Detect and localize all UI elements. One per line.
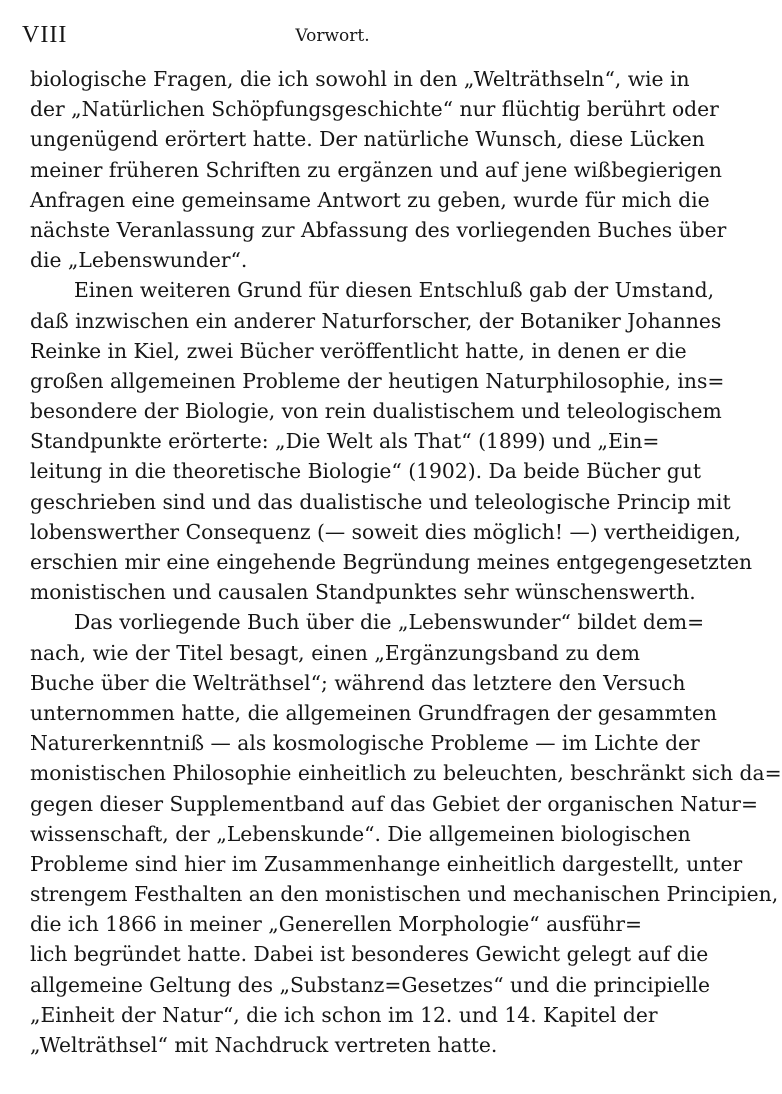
text-line: lich begründet hatte. Dabei ist besonderes Gewicht gelegt auf die	[30, 942, 709, 967]
text-line: wissenschaft, der „Lebenskunde“. Die allgemeinen biologischen	[30, 821, 691, 846]
text-line: daß inzwischen ein anderer Naturforscher, der Botaniker Johannes	[30, 308, 722, 333]
paragraph-1	[30, 64, 727, 275]
text-line: monistischen und causalen Standpunktes sehr wünschenswerth.	[30, 580, 696, 605]
text-line: Anfragen eine gemeinsame Antwort zu geben, wurde für mich die	[30, 187, 710, 212]
text-line: „Einheit der Natur“, die ich schon im 12. und 14. Kapitel der	[30, 1002, 658, 1027]
text-line: besondere der Biologie, von rein dualistischem und teleologischem	[30, 399, 722, 424]
text-line: Reinke in Kiel, zwei Bücher veröffentlicht hatte, in denen er die	[30, 338, 687, 363]
paragraph-2	[30, 275, 753, 607]
text-line: die „Lebenswunder“.	[30, 248, 248, 273]
text-line: Einen weiteren Grund für diesen Entschluß gab der Umstand,	[74, 278, 715, 303]
text-line: gegen dieser Supplementband auf das Gebiet der organischen Natur=	[30, 791, 758, 816]
text-line: strengem Festhalten an den monistischen und mechanischen Principien,	[30, 882, 779, 907]
text-line: Das vorliegende Buch über die „Lebenswunder“ bildet dem=	[74, 610, 705, 635]
text-line: geschrieben sind und das dualistische und teleologische Princip mit	[30, 489, 731, 514]
text-line: nach, wie der Titel besagt, einen „Ergänzungsband zu dem	[30, 640, 640, 665]
text-line: ungenügend erörtert hatte. Der natürliche Wunsch, diese Lücken	[30, 127, 705, 152]
text-line: lobenswerther Consequenz (— soweit dies möglich! —) vertheidigen,	[30, 519, 741, 544]
text-line: erschien mir eine eingehende Begründung meines entgegengesetzten	[30, 550, 753, 574]
text-line: leitung in die theoretische Biologie“ (1902). Da beide Bücher gut	[30, 459, 701, 484]
text-line: „Welträthsel“ mit Nachdruck vertreten hatte.	[30, 1033, 498, 1057]
text-line: Probleme sind hier im Zusammenhange einheitlich dargestellt, unter	[30, 851, 743, 876]
text-line: Naturerkenntniß — als kosmologische Probleme — im Lichte der	[30, 731, 700, 756]
text-line: der „Natürlichen Schöpfungsgeschichte“ nur flüchtig berührt oder	[30, 97, 719, 122]
text-line: Buche über die Welträthsel“; während das letztere den Versuch	[30, 670, 686, 695]
text-line: allgemeine Geltung des „Substanz=Gesetzes“ und die principielle	[30, 972, 711, 997]
text-line: meiner früheren Schriften zu ergänzen und auf jene wißbegierigen	[30, 157, 722, 182]
text-line: großen allgemeinen Probleme der heutigen Naturphilosophie, ins=	[30, 368, 725, 393]
page-number: VIII	[22, 22, 68, 48]
text-line: biologische Fragen, die ich sowohl in den „Welträthseln“, wie in	[30, 67, 690, 91]
page-header	[22, 18, 643, 54]
text-line: monistischen Philosophie einheitlich zu beleuchten, beschränkt sich da=	[30, 761, 782, 786]
text-line: unternommen hatte, die allgemeinen Grundfragen der gesammten	[30, 700, 717, 725]
running-head: Vorwort.	[295, 26, 370, 46]
text-line: die ich 1866 in meiner „Generellen Morphologie“ ausführ=	[30, 912, 643, 937]
paragraph-3	[30, 607, 782, 1060]
text-line: Standpunkte erörterte: „Die Welt als That“ (1899) und „Ein=	[30, 429, 660, 454]
page-body	[30, 64, 782, 1060]
text-line: nächste Veranlassung zur Abfassung des vorliegenden Buches über	[30, 217, 727, 242]
